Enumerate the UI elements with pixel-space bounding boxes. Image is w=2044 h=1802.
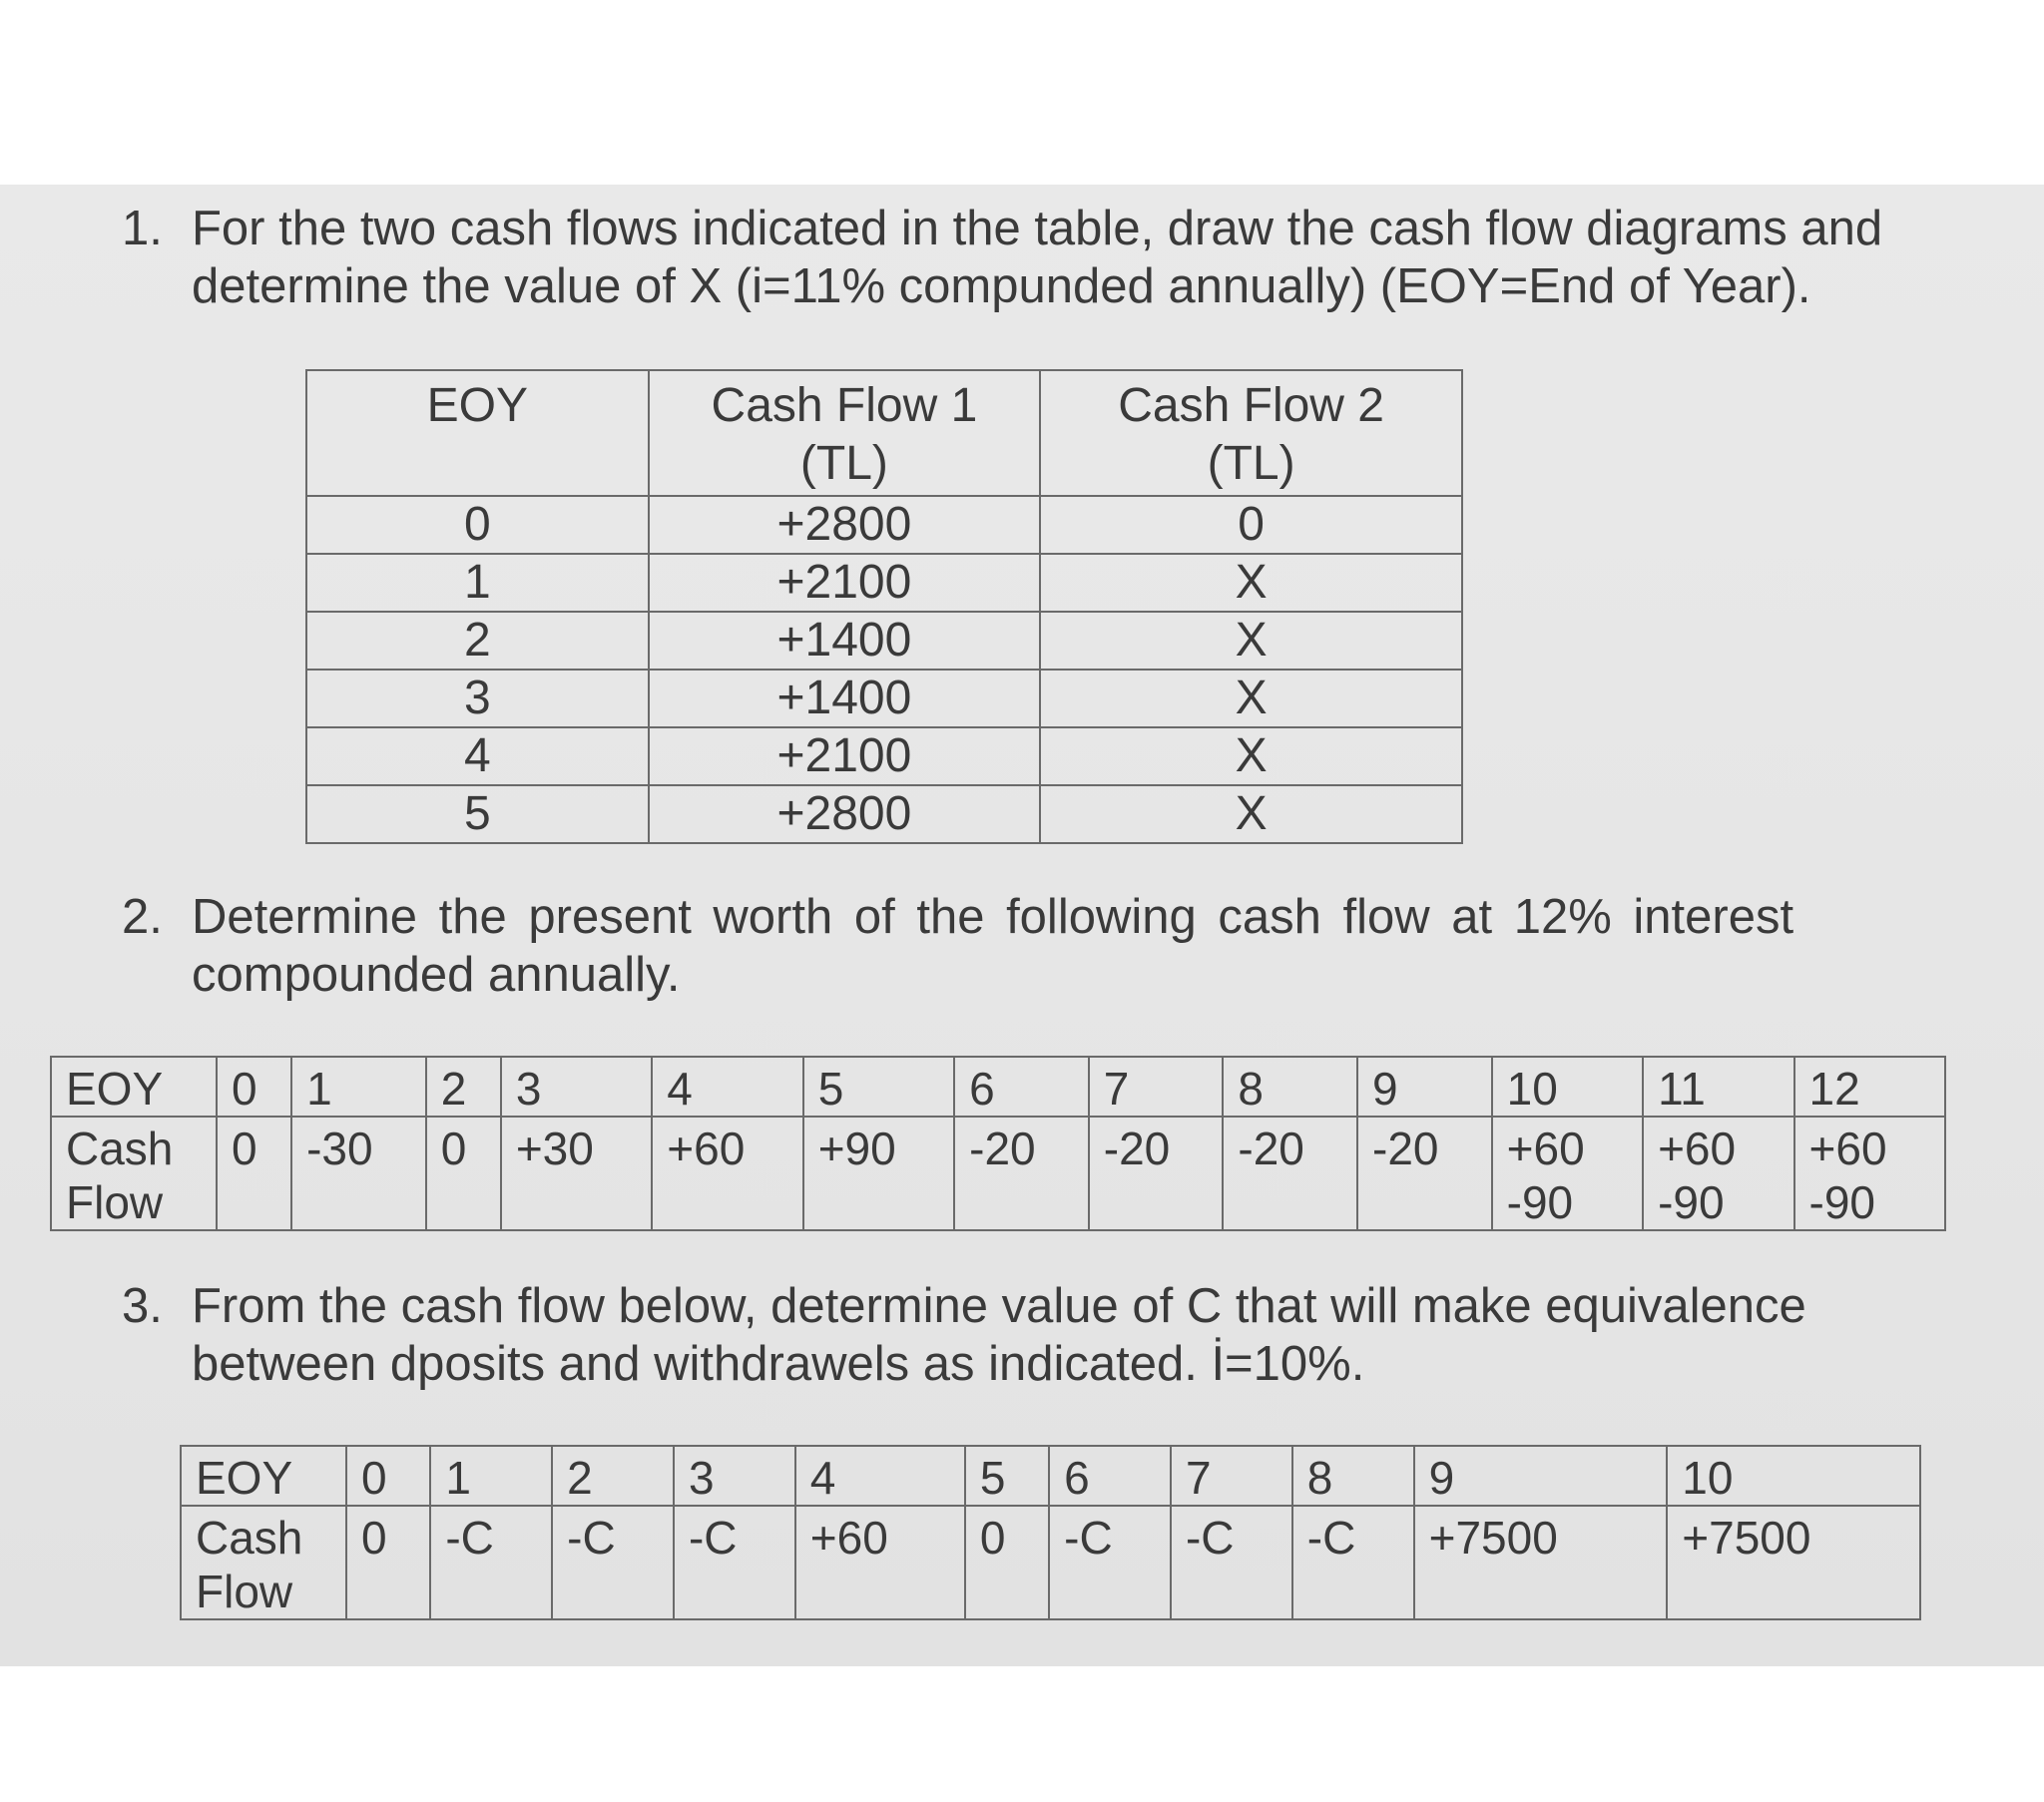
cash-flow-value-second: -90: [1506, 1176, 1574, 1228]
cell-cash-flow: -C: [430, 1506, 552, 1619]
table-row-eoy: [51, 1057, 1945, 1117]
cell-cash-flow: [803, 1117, 954, 1230]
cash-flow-value: +60: [667, 1123, 746, 1174]
cell-eoy: 4: [652, 1057, 802, 1117]
cell-eoy: 9: [1357, 1057, 1492, 1117]
cell-cash-flow: [1223, 1117, 1357, 1230]
cash-flow-value: +90: [817, 1123, 896, 1174]
row-label-cash-flow: [181, 1506, 346, 1619]
cell-eoy: 3: [501, 1057, 652, 1117]
cell-eoy: 0: [306, 496, 649, 554]
cell-cash-flow-1: +2800: [649, 785, 1041, 843]
cash-flow-value: +60: [1506, 1123, 1585, 1174]
cash-flow-value: -30: [306, 1123, 373, 1174]
cash-flow-value: -20: [1103, 1123, 1171, 1174]
cell-eoy: 2: [552, 1446, 674, 1506]
cell-cash-flow-2: X: [1040, 670, 1462, 727]
cell-eoy: 5: [965, 1446, 1049, 1506]
cell-eoy: 11: [1643, 1057, 1793, 1117]
cash-flow-table-2: [50, 1056, 1946, 1231]
cash-flow-table-3: [180, 1445, 1921, 1620]
cell-eoy: 1: [291, 1057, 426, 1117]
question-1: [122, 200, 1998, 319]
cell-cash-flow-1: +2800: [649, 496, 1041, 554]
table-row: [306, 785, 1462, 843]
row-label-line: Flow: [66, 1176, 164, 1228]
cell-cash-flow-2: X: [1040, 612, 1462, 670]
question-number: 1.: [122, 202, 163, 255]
question-number: 2.: [122, 890, 163, 944]
cell-cash-flow-2: X: [1040, 785, 1462, 843]
question-text-line-1: Determine the present worth of the following cash flow at 12% interest: [192, 890, 1794, 944]
cell-cash-flow: [1357, 1117, 1492, 1230]
cell-eoy: 2: [306, 612, 649, 670]
cell-cash-flow: [1089, 1117, 1224, 1230]
cell-eoy: 7: [1171, 1446, 1292, 1506]
question-number: 3.: [122, 1279, 163, 1333]
row-label-line: Flow: [196, 1566, 293, 1617]
cell-cash-flow-1: +1400: [649, 612, 1041, 670]
column-header-cash-flow-2: [1040, 370, 1462, 496]
question-2: [122, 888, 1998, 1008]
cash-flow-value: -20: [969, 1123, 1036, 1174]
cell-eoy: 4: [795, 1446, 965, 1506]
cell-cash-flow: -C: [552, 1506, 674, 1619]
row-label-cash-flow: [51, 1117, 217, 1230]
cell-cash-flow: -C: [1171, 1506, 1292, 1619]
cell-cash-flow: [426, 1117, 501, 1230]
cell-eoy: 1: [430, 1446, 552, 1506]
cell-eoy: 8: [1223, 1057, 1357, 1117]
cash-flow-value: +30: [515, 1123, 594, 1174]
cell-cash-flow: [1492, 1117, 1643, 1230]
cell-cash-flow-1: +2100: [649, 727, 1041, 785]
table-header-row: [306, 370, 1462, 496]
table-row: [306, 727, 1462, 785]
cash-flow-value: 0: [232, 1123, 257, 1174]
row-label-eoy: EOY: [181, 1446, 346, 1506]
cell-cash-flow: [652, 1117, 802, 1230]
cell-eoy: 2: [426, 1057, 501, 1117]
cell-eoy: 10: [1667, 1446, 1920, 1506]
cash-flow-value-second: -90: [1808, 1176, 1875, 1228]
cell-cash-flow-2: X: [1040, 727, 1462, 785]
cell-eoy: 0: [217, 1057, 291, 1117]
cell-cash-flow: 0: [965, 1506, 1049, 1619]
table-row: [306, 670, 1462, 727]
question-text-line-2: compounded annually.: [192, 948, 681, 1002]
table-row: [306, 496, 1462, 554]
header-label: Cash Flow 1: [711, 379, 978, 432]
cash-flow-value: -20: [1238, 1123, 1304, 1174]
cash-flow-table-1: [305, 369, 1463, 844]
cell-cash-flow-2: 0: [1040, 496, 1462, 554]
cell-cash-flow-2: X: [1040, 554, 1462, 612]
question-text-line-1: From the cash flow below, determine value of C that will make equivalence: [192, 1279, 1806, 1333]
cell-cash-flow: 0: [346, 1506, 430, 1619]
question-text-line-1: For the two cash flows indicated in the table, draw the cash flow diagrams and: [192, 202, 1883, 255]
cell-eoy: 3: [306, 670, 649, 727]
cell-eoy: 12: [1794, 1057, 1946, 1117]
question-text-line-2: between dposits and withdrawels as indicated. İ=10%.: [192, 1337, 1365, 1391]
cell-eoy: 4: [306, 727, 649, 785]
cash-flow-value: +60: [1808, 1123, 1887, 1174]
header-unit: (TL): [1207, 437, 1295, 490]
cash-flow-value: +60: [1658, 1123, 1737, 1174]
cell-cash-flow-1: +1400: [649, 670, 1041, 727]
cell-cash-flow: +7500: [1414, 1506, 1668, 1619]
cell-eoy: 10: [1492, 1057, 1643, 1117]
document-page: [0, 185, 2044, 1666]
cell-eoy: 3: [674, 1446, 795, 1506]
table-row-cash-flow: [181, 1506, 1920, 1619]
cell-cash-flow: [217, 1117, 291, 1230]
table-row-eoy: [181, 1446, 1920, 1506]
header-label: Cash Flow 2: [1118, 379, 1384, 432]
cell-cash-flow: [954, 1117, 1089, 1230]
cash-flow-value: -20: [1372, 1123, 1439, 1174]
cell-eoy: 7: [1089, 1057, 1224, 1117]
cell-cash-flow: [1794, 1117, 1946, 1230]
cell-eoy: 0: [346, 1446, 430, 1506]
row-label-line: Cash: [196, 1512, 303, 1564]
cell-cash-flow: +7500: [1667, 1506, 1920, 1619]
cell-eoy: 5: [306, 785, 649, 843]
row-label-eoy: EOY: [51, 1057, 217, 1117]
cell-cash-flow: [1643, 1117, 1793, 1230]
cell-cash-flow: +60: [795, 1506, 965, 1619]
cell-cash-flow: -C: [1292, 1506, 1414, 1619]
cell-cash-flow: [291, 1117, 426, 1230]
cash-flow-value-second: -90: [1658, 1176, 1725, 1228]
cell-eoy: 6: [954, 1057, 1089, 1117]
cell-cash-flow: -C: [1049, 1506, 1171, 1619]
table-row-cash-flow: [51, 1117, 1945, 1230]
question-text-line-2: determine the value of X (i=11% compunded annually) (EOY=End of Year).: [192, 259, 1811, 313]
column-header-cash-flow-1: [649, 370, 1041, 496]
cell-eoy: 5: [803, 1057, 954, 1117]
question-3: [122, 1277, 1998, 1397]
table-row: [306, 554, 1462, 612]
cell-cash-flow-1: +2100: [649, 554, 1041, 612]
header-unit: (TL): [799, 437, 888, 490]
row-label-line: Cash: [66, 1123, 174, 1174]
cell-eoy: 1: [306, 554, 649, 612]
cell-cash-flow: -C: [674, 1506, 795, 1619]
cell-cash-flow: [501, 1117, 652, 1230]
cash-flow-value: 0: [440, 1123, 467, 1174]
cell-eoy: 9: [1414, 1446, 1668, 1506]
column-header-eoy: EOY: [306, 370, 649, 496]
cell-eoy: 6: [1049, 1446, 1171, 1506]
table-row: [306, 612, 1462, 670]
cell-eoy: 8: [1292, 1446, 1414, 1506]
